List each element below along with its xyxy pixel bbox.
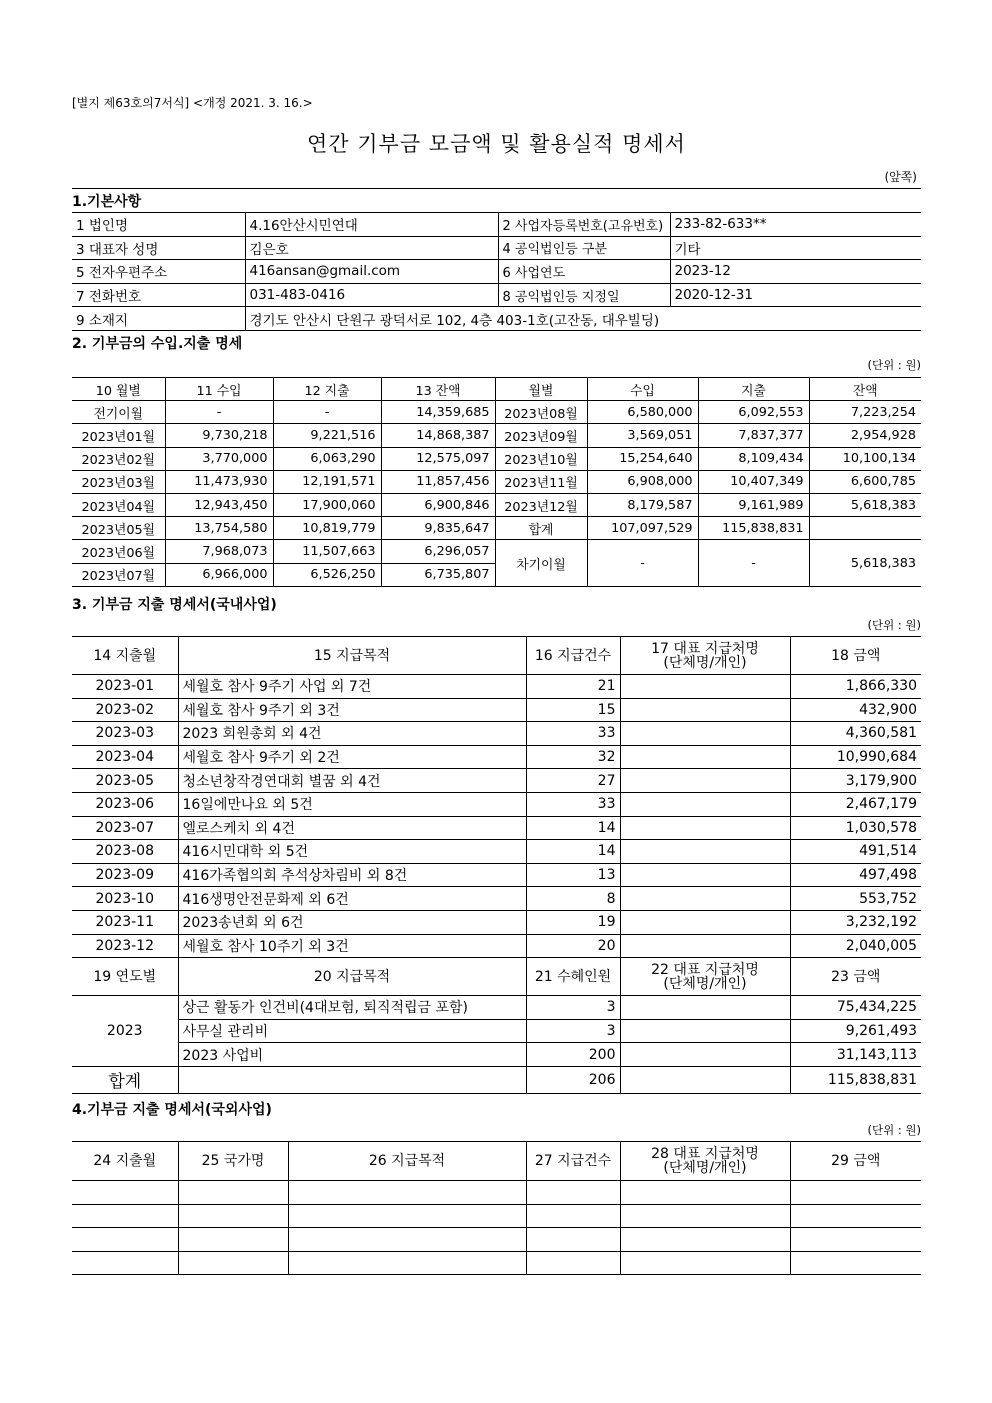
table-cell: 15 xyxy=(526,698,620,722)
table-cell: 상근 활동가 인건비(4대보험, 퇴직적립금 포함) xyxy=(178,996,526,1020)
table-row xyxy=(72,698,921,722)
header-line: 28 대표 지급처명 xyxy=(651,1146,759,1162)
table-cell: 2023년02월 xyxy=(72,447,165,470)
table-cell: 12,943,450 xyxy=(165,493,273,516)
field-label: 2 사업자등록번호(고유번호) xyxy=(498,213,670,237)
income-expense-table xyxy=(72,377,921,587)
header-row xyxy=(72,1142,921,1181)
field-value: 4.16안산시민연대 xyxy=(245,213,498,237)
header-line: (단체명/개인) xyxy=(663,1160,747,1176)
field-value: 2023-12 xyxy=(670,260,921,284)
table-row xyxy=(72,769,921,793)
front-side-label: (앞쪽) xyxy=(884,170,917,184)
table-row xyxy=(72,307,921,331)
table-cell xyxy=(620,1251,790,1275)
section-3-unit: (단위 : 원) xyxy=(867,618,921,632)
header-line: (단체명/개인) xyxy=(663,654,747,671)
table-cell xyxy=(620,840,790,864)
table-cell xyxy=(620,1066,790,1093)
table-cell: 6,092,553 xyxy=(698,401,809,424)
column-header: 잔액 xyxy=(809,378,921,401)
table-cell: 2023년08월 xyxy=(495,401,587,424)
section-4-unit: (단위 : 원) xyxy=(867,1123,921,1137)
basic-info-table xyxy=(72,212,921,331)
table-cell: - xyxy=(273,401,381,424)
column-header: 13 잔액 xyxy=(381,378,495,401)
section-2-heading: 2. 기부금의 수입.지출 명세 xyxy=(72,336,243,352)
table-cell: 14,359,685 xyxy=(381,401,495,424)
table-cell: 6,580,000 xyxy=(587,401,698,424)
column-header xyxy=(620,958,790,996)
table-cell: 14 xyxy=(526,840,620,864)
table-cell: 497,498 xyxy=(790,863,921,887)
table-cell: 11,507,663 xyxy=(273,540,381,563)
table-cell: 6,966,000 xyxy=(165,563,273,586)
table-cell: 491,514 xyxy=(790,840,921,864)
table-row xyxy=(72,996,921,1020)
table-cell: 7,968,073 xyxy=(165,540,273,563)
table-row xyxy=(72,470,921,493)
section-1-heading: 1.기본사항 xyxy=(72,194,142,210)
table-cell xyxy=(526,1251,620,1275)
page-title: 연간 기부금 모금액 및 활용실적 명세서 xyxy=(307,132,686,156)
table-cell xyxy=(620,722,790,746)
table-cell: 9,161,989 xyxy=(698,493,809,516)
table-row xyxy=(72,1019,921,1043)
column-header: 15 지급목적 xyxy=(178,637,526,675)
table-row xyxy=(72,447,921,470)
table-cell: 19 xyxy=(526,910,620,934)
table-cell: 13 xyxy=(526,863,620,887)
table-cell xyxy=(178,1251,288,1275)
table-cell: 17,900,060 xyxy=(273,493,381,516)
table-cell: 115,838,831 xyxy=(790,1066,921,1093)
column-header: 수입 xyxy=(587,378,698,401)
table-cell: 10,819,779 xyxy=(273,517,381,540)
table-row xyxy=(72,745,921,769)
table-cell xyxy=(620,745,790,769)
table-cell: 9,221,516 xyxy=(273,424,381,447)
table-cell: 전기이월 xyxy=(72,401,165,424)
table-cell: 10,990,684 xyxy=(790,745,921,769)
table-cell: 14,868,387 xyxy=(381,424,495,447)
table-row xyxy=(72,493,921,516)
table-cell xyxy=(790,1204,921,1228)
table-cell xyxy=(620,816,790,840)
table-cell: 3 xyxy=(526,996,620,1020)
column-header: 14 지출월 xyxy=(72,637,178,675)
table-cell: 합계 xyxy=(495,517,587,540)
domestic-expense-table xyxy=(72,636,921,1094)
table-cell: 75,434,225 xyxy=(790,996,921,1020)
table-cell: 20 xyxy=(526,934,620,958)
column-header: 18 금액 xyxy=(790,637,921,675)
header-line: 22 대표 지급처명 xyxy=(651,961,759,978)
table-cell xyxy=(526,1228,620,1252)
column-header: 25 국가명 xyxy=(178,1142,288,1181)
table-cell: 2023년11월 xyxy=(495,470,587,493)
table-cell: 세월호 참사 9주기 외 2건 xyxy=(178,745,526,769)
table-cell: 2023 사업비 xyxy=(178,1043,526,1067)
table-cell xyxy=(620,863,790,887)
table-cell: 11,857,456 xyxy=(381,470,495,493)
table-cell: - xyxy=(165,401,273,424)
table-cell xyxy=(620,910,790,934)
column-header: 21 수혜인원 xyxy=(526,958,620,996)
table-cell: 115,838,831 xyxy=(698,517,809,540)
table-row xyxy=(72,934,921,958)
table-cell: 31,143,113 xyxy=(790,1043,921,1067)
table-cell xyxy=(620,934,790,958)
table-cell xyxy=(178,1181,288,1205)
table-cell: 9,730,218 xyxy=(165,424,273,447)
table-row xyxy=(72,675,921,699)
table-cell: 세월호 참사 9주기 사업 외 7건 xyxy=(178,675,526,699)
table-row xyxy=(72,910,921,934)
field-value: 416ansan@gmail.com xyxy=(245,260,498,284)
table-cell: 107,097,529 xyxy=(587,517,698,540)
field-label: 6 사업연도 xyxy=(498,260,670,284)
table-cell: 8,179,587 xyxy=(587,493,698,516)
header-row xyxy=(72,637,921,675)
table-cell xyxy=(178,1228,288,1252)
table-row xyxy=(72,540,921,563)
table-cell: 6,735,807 xyxy=(381,563,495,586)
field-label: 8 공익법인등 지정일 xyxy=(498,283,670,307)
field-label: 4 공익법인등 구분 xyxy=(498,236,670,260)
column-header: 12 지출 xyxy=(273,378,381,401)
table-cell: 5,618,383 xyxy=(809,493,921,516)
table-cell: 2023-06 xyxy=(72,792,178,816)
table-cell: 2023년06월 xyxy=(72,540,165,563)
field-label: 9 소재지 xyxy=(72,307,245,331)
table-cell: 2023-07 xyxy=(72,816,178,840)
table-cell: 2023년03월 xyxy=(72,470,165,493)
table-cell: 2023-01 xyxy=(72,675,178,699)
field-value: 2020-12-31 xyxy=(670,283,921,307)
table-row xyxy=(72,236,921,260)
field-value: 기타 xyxy=(670,236,921,260)
table-cell: 합계 xyxy=(72,1066,178,1093)
table-cell: 차기이월 xyxy=(495,540,587,586)
table-cell: 2023년07월 xyxy=(72,563,165,586)
column-header: 10 월별 xyxy=(72,378,165,401)
table-cell: 2023년05월 xyxy=(72,517,165,540)
table-cell: 청소년창작경연대회 별꿈 외 4건 xyxy=(178,769,526,793)
column-header xyxy=(620,1142,790,1181)
table-cell xyxy=(620,887,790,911)
table-cell xyxy=(620,1228,790,1252)
table-cell: 3,770,000 xyxy=(165,447,273,470)
table-cell: 2023-03 xyxy=(72,722,178,746)
section-1-top-rule xyxy=(72,188,921,189)
table-cell: 2023년01월 xyxy=(72,424,165,447)
table-row xyxy=(72,260,921,284)
table-cell xyxy=(809,517,921,540)
table-cell xyxy=(72,1204,178,1228)
table-cell: 33 xyxy=(526,792,620,816)
table-row xyxy=(72,816,921,840)
empty-row xyxy=(72,1181,921,1205)
field-value: 233-82-633** xyxy=(670,213,921,237)
table-cell xyxy=(288,1251,526,1275)
table-cell: 416가족협의회 추석상차림비 외 8건 xyxy=(178,863,526,887)
table-cell: 200 xyxy=(526,1043,620,1067)
column-header: 20 지급목적 xyxy=(178,958,526,996)
table-cell: 14 xyxy=(526,816,620,840)
table-cell: 5,618,383 xyxy=(809,540,921,586)
column-header: 월별 xyxy=(495,378,587,401)
column-header: 23 금액 xyxy=(790,958,921,996)
table-row xyxy=(72,792,921,816)
table-cell: 416생명안전문화제 외 6건 xyxy=(178,887,526,911)
header-line: 17 대표 지급처명 xyxy=(651,640,759,657)
table-cell: 6,526,250 xyxy=(273,563,381,586)
form-number: [별지 제63호의7서식] <개정 2021. 3. 16.> xyxy=(72,96,313,110)
year-cell: 2023 xyxy=(72,996,178,1067)
table-cell: 2023년10월 xyxy=(495,447,587,470)
column-header: 11 수입 xyxy=(165,378,273,401)
column-header: 16 지급건수 xyxy=(526,637,620,675)
table-cell: 2023-09 xyxy=(72,863,178,887)
table-row xyxy=(72,517,921,540)
table-cell: 1,030,578 xyxy=(790,816,921,840)
header-line: (단체명/개인) xyxy=(663,975,747,992)
table-row xyxy=(72,722,921,746)
table-cell: 2023년04월 xyxy=(72,493,165,516)
table-cell: 2,040,005 xyxy=(790,934,921,958)
empty-row xyxy=(72,1228,921,1252)
table-cell xyxy=(620,1043,790,1067)
table-cell: 13,754,580 xyxy=(165,517,273,540)
total-row xyxy=(72,1066,921,1093)
table-cell: 2023-11 xyxy=(72,910,178,934)
table-cell: 2023-04 xyxy=(72,745,178,769)
section-3-heading: 3. 기부금 지출 명세서(국내사업) xyxy=(72,597,277,613)
table-cell xyxy=(790,1181,921,1205)
table-cell: 4,360,581 xyxy=(790,722,921,746)
table-cell xyxy=(178,1066,526,1093)
table-cell: 2023-05 xyxy=(72,769,178,793)
table-cell xyxy=(178,1204,288,1228)
section-2-unit: (단위 : 원) xyxy=(867,358,921,372)
table-row xyxy=(72,424,921,447)
table-row xyxy=(72,283,921,307)
table-row xyxy=(72,863,921,887)
table-cell: 3,232,192 xyxy=(790,910,921,934)
section-4-heading: 4.기부금 지출 명세서(국외사업) xyxy=(72,1102,272,1118)
table-cell: 9,261,493 xyxy=(790,1019,921,1043)
header-row xyxy=(72,958,921,996)
table-cell: 2023-02 xyxy=(72,698,178,722)
table-cell xyxy=(288,1204,526,1228)
table-cell: 사무실 관리비 xyxy=(178,1019,526,1043)
table-row xyxy=(72,1043,921,1067)
column-header: 27 지급건수 xyxy=(526,1142,620,1181)
table-cell: 7,837,377 xyxy=(698,424,809,447)
table-cell xyxy=(620,1019,790,1043)
table-cell: 206 xyxy=(526,1066,620,1093)
table-cell xyxy=(288,1228,526,1252)
table-cell: 6,908,000 xyxy=(587,470,698,493)
table-cell xyxy=(72,1181,178,1205)
table-cell xyxy=(72,1251,178,1275)
table-cell: 6,063,290 xyxy=(273,447,381,470)
table-cell: 9,835,647 xyxy=(381,517,495,540)
table-cell xyxy=(620,792,790,816)
table-cell: 세월호 참사 9주기 외 3건 xyxy=(178,698,526,722)
table-cell xyxy=(620,996,790,1020)
table-cell xyxy=(620,769,790,793)
table-cell: 2,954,928 xyxy=(809,424,921,447)
table-cell xyxy=(526,1204,620,1228)
table-cell: 432,900 xyxy=(790,698,921,722)
table-cell: 16일에만나요 외 5건 xyxy=(178,792,526,816)
table-row xyxy=(72,887,921,911)
column-header: 지출 xyxy=(698,378,809,401)
empty-row xyxy=(72,1251,921,1275)
table-cell: 553,752 xyxy=(790,887,921,911)
table-cell: 2023송년회 외 6건 xyxy=(178,910,526,934)
table-cell: 3,569,051 xyxy=(587,424,698,447)
table-row xyxy=(72,840,921,864)
column-header: 26 지급목적 xyxy=(288,1142,526,1181)
table-cell: 7,223,254 xyxy=(809,401,921,424)
table-cell xyxy=(620,1181,790,1205)
table-cell xyxy=(288,1181,526,1205)
table-cell: - xyxy=(587,540,698,586)
column-header: 24 지출월 xyxy=(72,1142,178,1181)
overseas-expense-table xyxy=(72,1141,921,1275)
field-label: 1 법인명 xyxy=(72,213,245,237)
table-cell: 12,575,097 xyxy=(381,447,495,470)
table-cell: 3,179,900 xyxy=(790,769,921,793)
table-cell: 엘로스케치 외 4건 xyxy=(178,816,526,840)
table-cell: 32 xyxy=(526,745,620,769)
field-label: 3 대표자 성명 xyxy=(72,236,245,260)
table-cell: 2023-12 xyxy=(72,934,178,958)
table-cell: 2023-08 xyxy=(72,840,178,864)
table-row xyxy=(72,213,921,237)
table-cell: 416시민대학 외 5건 xyxy=(178,840,526,864)
table-cell: 세월호 참사 10주기 외 3건 xyxy=(178,934,526,958)
table-cell xyxy=(790,1251,921,1275)
table-cell xyxy=(526,1181,620,1205)
table-cell: 1,866,330 xyxy=(790,675,921,699)
empty-row xyxy=(72,1204,921,1228)
table-cell: 2,467,179 xyxy=(790,792,921,816)
field-value: 김은호 xyxy=(245,236,498,260)
field-value: 031-483-0416 xyxy=(245,283,498,307)
table-cell xyxy=(72,1228,178,1252)
table-cell: 33 xyxy=(526,722,620,746)
table-cell: 10,100,134 xyxy=(809,447,921,470)
field-label: 5 전자우편주소 xyxy=(72,260,245,284)
column-header xyxy=(620,637,790,675)
column-header: 29 금액 xyxy=(790,1142,921,1181)
table-cell: 27 xyxy=(526,769,620,793)
field-label: 7 전화번호 xyxy=(72,283,245,307)
column-header: 19 연도별 xyxy=(72,958,178,996)
table-cell: 10,407,349 xyxy=(698,470,809,493)
table-cell xyxy=(620,1204,790,1228)
table-cell: 2023 회원총회 외 4건 xyxy=(178,722,526,746)
table-cell: 3 xyxy=(526,1019,620,1043)
table-cell: 6,600,785 xyxy=(809,470,921,493)
table-cell xyxy=(790,1228,921,1252)
table-cell: 11,473,930 xyxy=(165,470,273,493)
field-value: 경기도 안산시 단원구 광덕서로 102, 4층 403-1호(고잔동, 대우빌딩) xyxy=(245,307,921,331)
table-cell xyxy=(620,675,790,699)
table-cell: 6,296,057 xyxy=(381,540,495,563)
table-cell: 12,191,571 xyxy=(273,470,381,493)
table-cell: - xyxy=(698,540,809,586)
table-cell: 15,254,640 xyxy=(587,447,698,470)
table-cell: 21 xyxy=(526,675,620,699)
table-cell xyxy=(620,698,790,722)
table-cell: 2023-10 xyxy=(72,887,178,911)
table-cell: 6,900,846 xyxy=(381,493,495,516)
table-cell: 8 xyxy=(526,887,620,911)
table-row xyxy=(72,401,921,424)
table-cell: 2023년09월 xyxy=(495,424,587,447)
table-cell: 8,109,434 xyxy=(698,447,809,470)
table-cell: 2023년12월 xyxy=(495,493,587,516)
